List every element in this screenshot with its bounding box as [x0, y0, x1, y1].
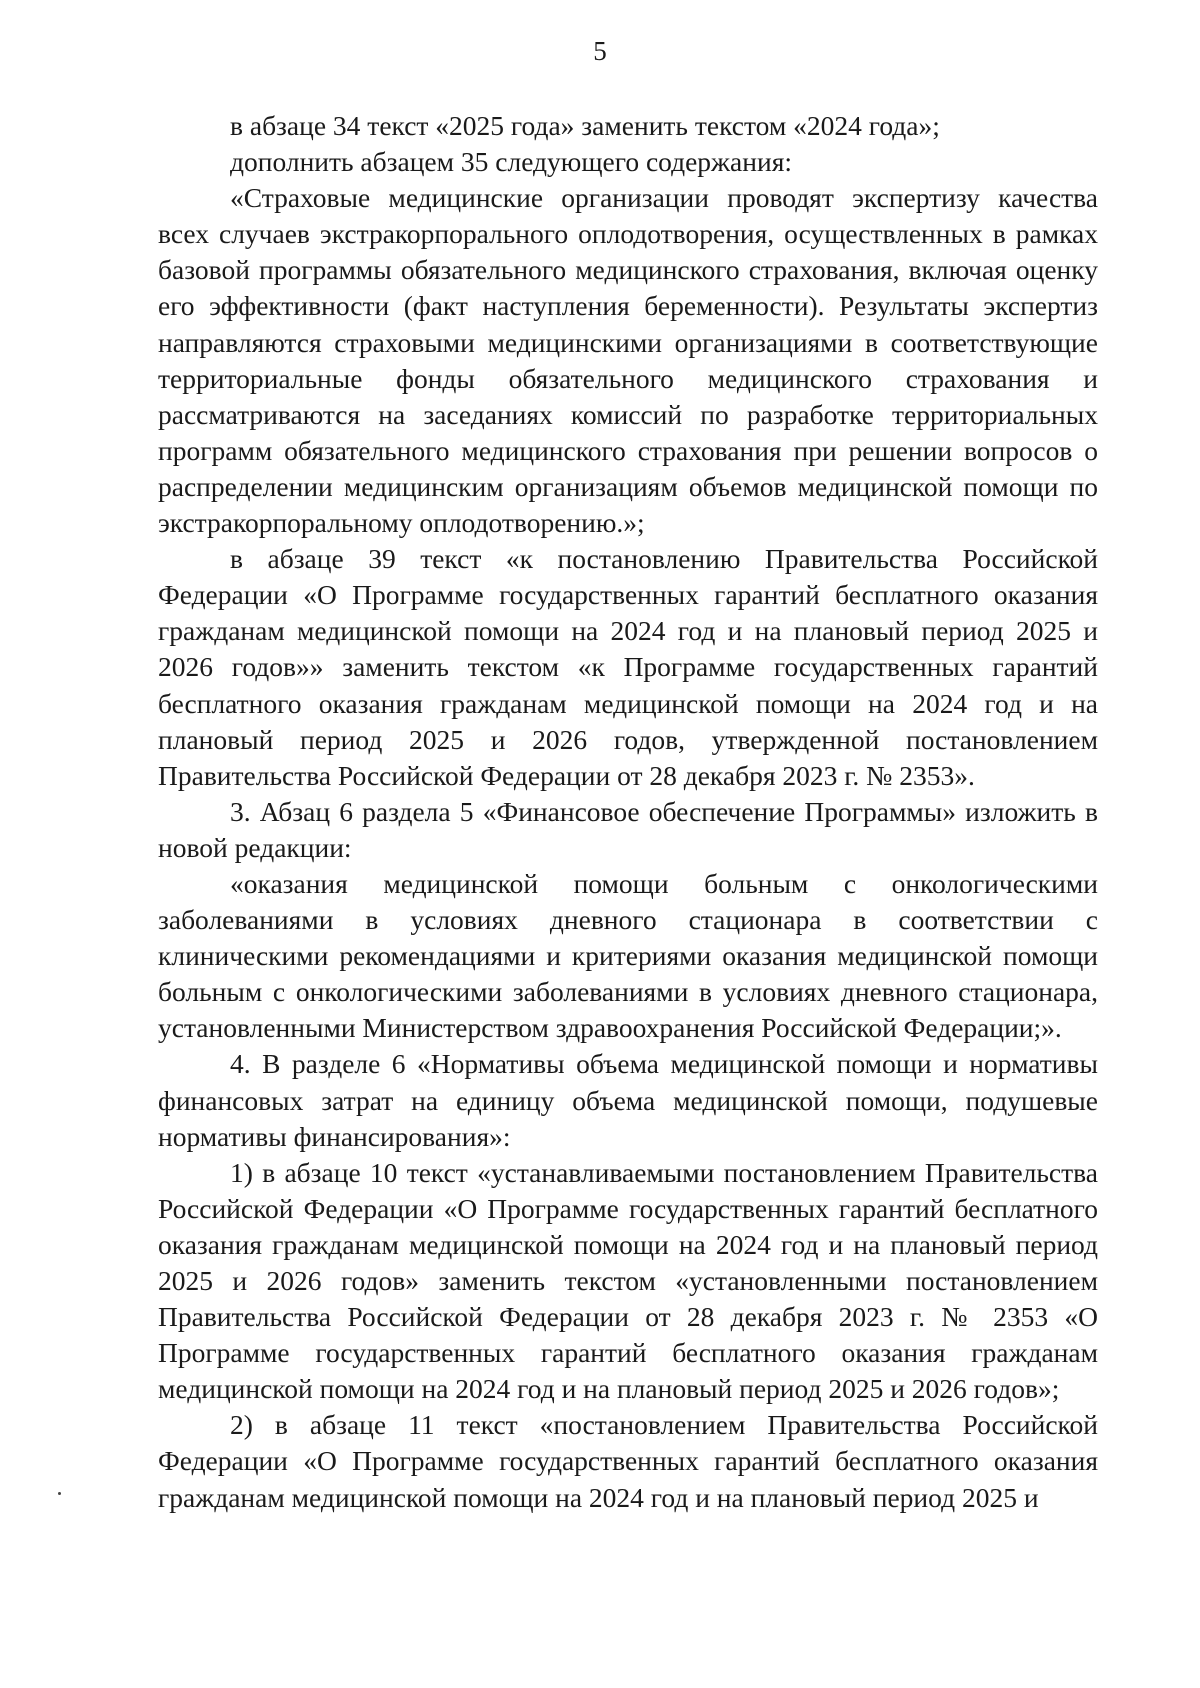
page-number: 5 [593, 36, 607, 66]
paragraph-subitem-2: 2) в абзаце 11 текст «постановлением Правительства Российской Федерации «О Программе государственных гарантий бесплатного оказания гражданам медицинской помощи на 2024 год и на плановый период 2025 и [158, 1409, 1098, 1513]
paragraph-subitem-1: 1) в абзаце 10 текст «устанавливаемыми постановлением Правительства Российской Федерации «О Программе государственных гарантий бесплатного оказания гражданам медицинской помощи на 2024 год и на плановый период 2025 и 2026 годов» заменить текстом «установленными постановлением Правительства Российской Федерации от 28 декабря 2023 г. № 2353 «О Программе государственных гарантий бесплатного оказания гражданам медицинской помощи на 2024 год и на плановый период 2025 и 2026 годов»; [158, 1156, 1098, 1405]
paragraph-item-4: 4. В разделе 6 «Нормативы объема медицинской помощи и нормативы финансовых затрат на единицу объема медицинской помощи, подушевые нормативы финансирования»: [158, 1048, 1098, 1152]
paragraph-add-abzac-35: дополнить абзацем 35 следующего содержания: [230, 146, 792, 178]
paragraph-quote-ivf-expertise: «Страховые медицинские организации проводят экспертизу качества всех случаев экстракорпорального оплодотворения, осуществленных в рамках базовой программы обязательного медицинского страхования, включая оценку его эффективности (факт наступления беременности). Результаты экспертиз направляются страховыми медицинскими организациями в соответствующие территориальные фонды обязательного медицинского страхования и рассматриваются на заседаниях комиссий по разработке территориальных программ обязательного медицинского страхования при решении вопросов о распределении медицинским организациям объемов медицинской помощи по экстракорпоральному оплодотворению.»; [158, 182, 1098, 539]
document-body [158, 108, 1098, 1516]
paragraph-item-3: 3. Абзац 6 раздела 5 «Финансовое обеспечение Программы» изложить в новой редакции: [158, 795, 1098, 863]
scan-artifact-dot [58, 1492, 61, 1495]
paragraph-abzac-34: в абзаце 34 текст «2025 года» заменить текстом «2024 года»; [230, 110, 940, 141]
paragraph-abzac-39: в абзаце 39 текст «к постановлению Правительства Российской Федерации «О Программе государственных гарантий бесплатного оказания гражданам медицинской помощи на 2024 год и на плановый период 2025 и 2026 годов»» заменить текстом «к Программе государственных гарантий бесплатного оказания гражданам медицинской помощи на 2024 год и на плановый период 2025 и 2026 годов, утвержденной постановлением Правительства Российской Федерации от 28 декабря 2023 г. № 2353». [158, 543, 1098, 791]
paragraph-quote-oncology: «оказания медицинской помощи больным с онкологическими заболеваниями в условиях дневного стационара в соответствии с клиническими рекомендациями и критериями оказания медицинской помощи больным с онкологическими заболеваниями в условиях дневного стационара, установленными Министерством здравоохранения Российской Федерации;». [158, 867, 1098, 1044]
